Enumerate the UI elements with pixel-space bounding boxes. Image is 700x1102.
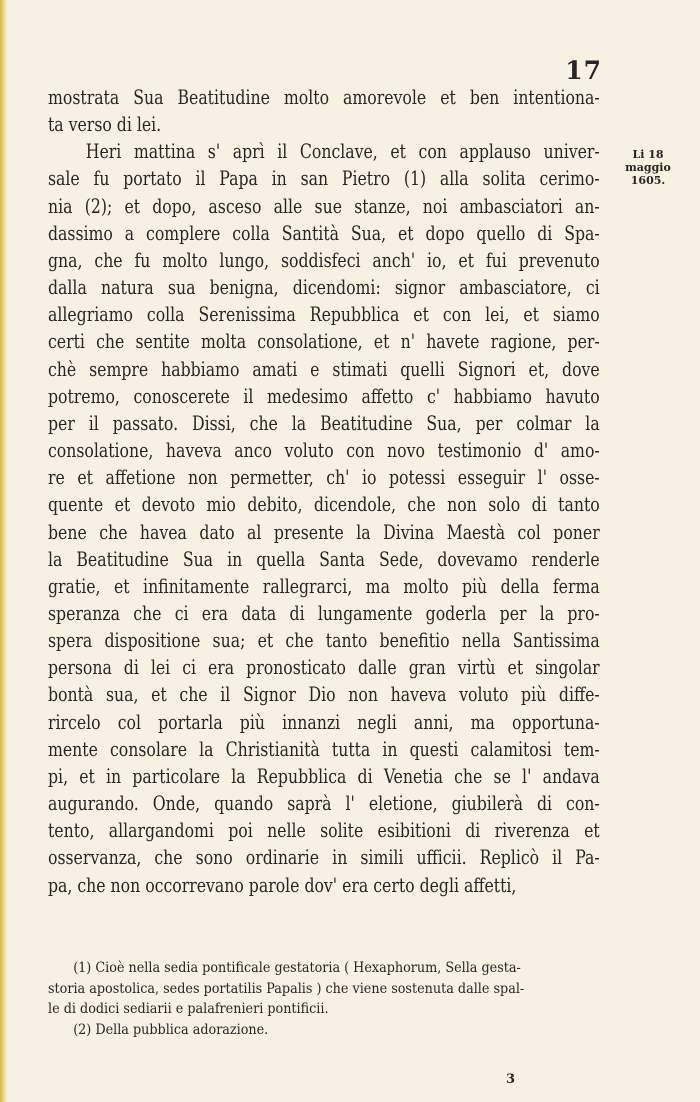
margin-note-line: Li 18 bbox=[632, 148, 664, 161]
text-line: augurando. Onde, quando saprà l' eletione, giubilerà di con- bbox=[48, 792, 600, 816]
text-line: chè sempre habbiamo amati e stimati quelli Signori et, dove bbox=[48, 357, 600, 381]
text-line: osservanza, che sono ordinarie in simili ufficii. Replicò il Pa- bbox=[48, 846, 600, 870]
text-line: pa, che non occorrevano parole dov' era certo degli affetti, bbox=[48, 873, 517, 897]
text-line: Heri mattina s' aprì il Conclave, et con applauso univer- bbox=[85, 140, 600, 164]
footnote-2: (2) Della pubblica adorazione. bbox=[73, 1021, 269, 1038]
text-line: re et affetione non permetter, ch' io potessi esseguir l' osse- bbox=[48, 466, 600, 490]
text-line: rircelo col portarla più innanzi negli anni, ma opportuna- bbox=[48, 710, 600, 734]
text-line: consolatione, haveva anco voluto con novo testimonio d' amo- bbox=[48, 439, 600, 463]
signature-mark: 3 bbox=[506, 1072, 516, 1087]
text-line: nia (2); et dopo, asceso alle sue stanze, noi ambasciatori an- bbox=[48, 194, 600, 218]
text-line: mente consolare la Christianità tutta in questi calamitosi tem- bbox=[48, 737, 600, 761]
text-line: dalla natura sua benigna, dicendomi: signor ambasciatore, ci bbox=[48, 276, 600, 300]
margin-note-line: maggio bbox=[625, 161, 671, 174]
text-line: tento, allargandomi poi nelle solite esibitioni di riverenza et bbox=[48, 819, 600, 843]
text-line: per il passato. Dissi, che la Beatitudine Sua, per colmar la bbox=[48, 411, 600, 435]
footnotes bbox=[48, 958, 552, 1040]
text-line: certi che sentite molta consolatione, et n' havete ragione, per- bbox=[48, 330, 600, 354]
text-line: ta verso di lei. bbox=[48, 113, 162, 137]
text-line: gna, che fu molto lungo, soddisfeci anch' io, et fui prevenuto bbox=[48, 248, 600, 272]
text-line: gratie, et infinitamente rallegrarci, ma molto più della ferma bbox=[48, 574, 600, 598]
text-line: persona di lei ci era pronosticato dalle gran virtù et singolar bbox=[48, 656, 600, 680]
text-line: speranza che ci era data di lungamente goderla per la pro- bbox=[48, 601, 600, 625]
text-line: bene che havea dato al presente la Divina Maestà col poner bbox=[48, 520, 600, 544]
text-line: la Beatitudine Sua in quella Santa Sede, dovevamo renderle bbox=[48, 547, 600, 571]
footnote-1-line: (1) Cioè nella sedia pontificale gestatoria ( Hexaphorum, Sella gesta- bbox=[73, 960, 521, 976]
text-line: bontà sua, et che il Signor Dio non haveva voluto più diffe- bbox=[48, 683, 600, 707]
main-text bbox=[48, 84, 600, 899]
text-line: dassimo a complere colla Santità Sua, et dopo quello di Spa- bbox=[48, 221, 600, 245]
footnote-1-line: storia apostolica, sedes portatilis Papalis ) che viene sostenuta dalle spal- bbox=[48, 980, 525, 997]
text-line: pi, et in particolare la Repubblica di Venetia che se l' andava bbox=[48, 764, 600, 788]
text-line: allegriamo colla Serenissima Repubblica et con lei, et siamo bbox=[48, 303, 600, 327]
footnote-1-line: le di dodici sediarii e palafrenieri pontificii. bbox=[48, 1001, 329, 1017]
text-line: quente et devoto mio debito, dicendole, che non solo di tanto bbox=[48, 493, 600, 517]
text-line: potremo, conoscerete il medesimo affetto c' habbiamo havuto bbox=[48, 384, 600, 408]
margin-date-note bbox=[622, 148, 674, 187]
text-line: sale fu portato il Papa in san Pietro (1) alla solita cerimo- bbox=[48, 167, 600, 191]
page-number: 17 bbox=[565, 56, 602, 85]
text-line: spera dispositione sua; et che tanto benefitio nella Santissima bbox=[48, 629, 600, 653]
page-binding-edge bbox=[0, 0, 7, 1102]
text-line: mostrata Sua Beatitudine molto amorevole et ben intentiona- bbox=[48, 86, 600, 109]
margin-note-line: 1605. bbox=[630, 174, 666, 187]
